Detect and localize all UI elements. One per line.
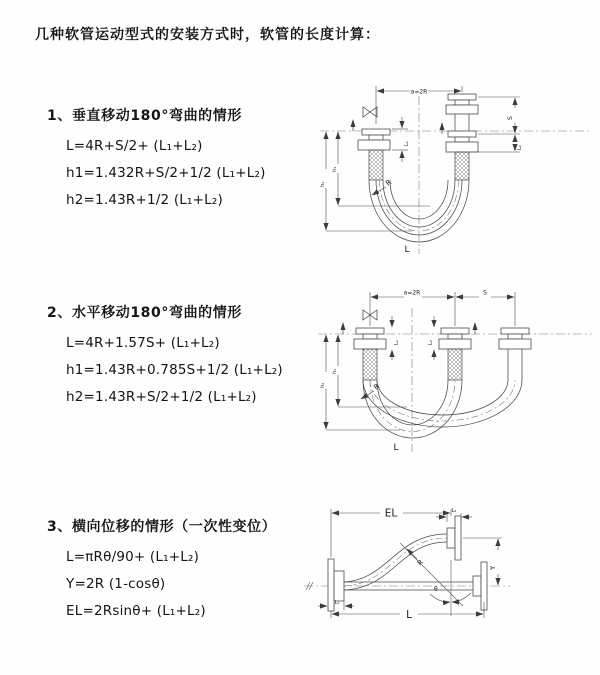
left-fitting	[358, 129, 390, 180]
formula-h1: h1=1.43R+0.785S+1/2 (L₁+L₂)	[66, 362, 283, 378]
formula-length: L=πRθ/90+ (L₁+L₂)	[66, 549, 200, 565]
valve-icon	[363, 107, 377, 117]
dim-label-l1: L₁	[394, 340, 400, 345]
dim-label-s: S	[483, 289, 487, 297]
up-arrow	[473, 322, 478, 330]
right-fitting	[446, 94, 478, 180]
up-arrow	[351, 119, 356, 127]
dim-label-l: L	[393, 443, 399, 453]
formula-el: EL=2Rsinθ+ (L₁+L₂)	[66, 603, 206, 619]
diagram-lateral-displacement	[300, 498, 600, 656]
radius-callout	[407, 549, 425, 567]
dimension-l1	[392, 316, 400, 360]
dim-label-l1: L₁	[334, 600, 340, 606]
formula-y: Y=2R (1-cosθ)	[66, 576, 166, 592]
middle-fitting	[439, 328, 471, 380]
diagram-vertical-180-bend	[312, 74, 598, 258]
dimension-l2	[436, 508, 472, 522]
braid-section	[369, 150, 383, 180]
section-horizontal-movement	[47, 302, 283, 411]
radius-callout	[372, 178, 393, 195]
right-fitting-moved	[499, 328, 531, 380]
formula-h1: h1=1.432R+S/2+1/2 (L₁+L₂)	[66, 165, 266, 181]
dim-label-h2: h₂	[320, 181, 326, 187]
dim-label-l: L	[406, 609, 412, 621]
page-title: 几种软管运动型式的安装方式时，软管的长度计算：	[35, 27, 380, 43]
dim-label-span: a=2R	[403, 289, 421, 297]
section-2-heading: 2、水平移动180°弯曲的情形	[47, 305, 242, 321]
dimension-l1	[318, 600, 354, 610]
dimension-l1	[392, 117, 410, 162]
dim-label-h1: h₁	[332, 368, 338, 374]
formula-length: L=4R+S/2+ (L₁+L₂)	[66, 138, 203, 154]
dim-label-r: R	[384, 178, 394, 188]
diagram-horizontal-180-bend	[312, 282, 598, 460]
dim-label-s: S	[507, 116, 514, 120]
dimension-l2	[471, 135, 523, 152]
dim-label-h2: h₂	[320, 382, 326, 388]
hose-s-curve	[344, 534, 447, 590]
formula-length: L=4R+1.57S+ (L₁+L₂)	[66, 335, 220, 351]
braid-section	[448, 349, 462, 380]
braid-section	[363, 349, 377, 380]
dim-label-l2: L₂	[428, 340, 434, 345]
dim-label-l: L	[404, 245, 410, 255]
dim-label-l2: L₂	[517, 145, 523, 150]
hose-u-bend	[363, 380, 522, 438]
section-vertical-movement	[47, 105, 266, 214]
formula-h2: h2=1.43R+S/2+1/2 (L₁+L₂)	[66, 389, 257, 405]
right-flange	[473, 562, 487, 610]
dim-label-r: R	[415, 558, 425, 568]
displaced-flange	[447, 516, 461, 560]
dim-label-l2: L₂	[451, 508, 457, 514]
dim-label-h1: h₁	[332, 166, 338, 172]
up-arrow	[440, 122, 445, 130]
dim-label-r: R	[372, 382, 382, 392]
dim-label-theta: θ	[434, 586, 438, 593]
dimension-s	[478, 97, 520, 134]
dim-label-l1: L₁	[404, 141, 410, 146]
dimension-l	[331, 602, 484, 621]
section-lateral-displacement	[47, 516, 276, 625]
section-3-heading: 3、横向位移的情形（一次性变位）	[47, 519, 277, 535]
left-fitting	[354, 328, 386, 380]
braid-section	[455, 152, 469, 180]
up-arrow	[341, 322, 346, 330]
dimension-l2	[428, 316, 434, 360]
formula-h2: h2=1.43R+1/2 (L₁+L₂)	[66, 192, 223, 208]
dimension-el	[331, 508, 451, 558]
dim-label-span: a=2R	[410, 88, 428, 96]
section-1-heading: 1、垂直移动180°弯曲的情形	[47, 108, 242, 124]
dim-label-y: Y	[489, 565, 497, 570]
dim-label-el: EL	[384, 507, 398, 520]
